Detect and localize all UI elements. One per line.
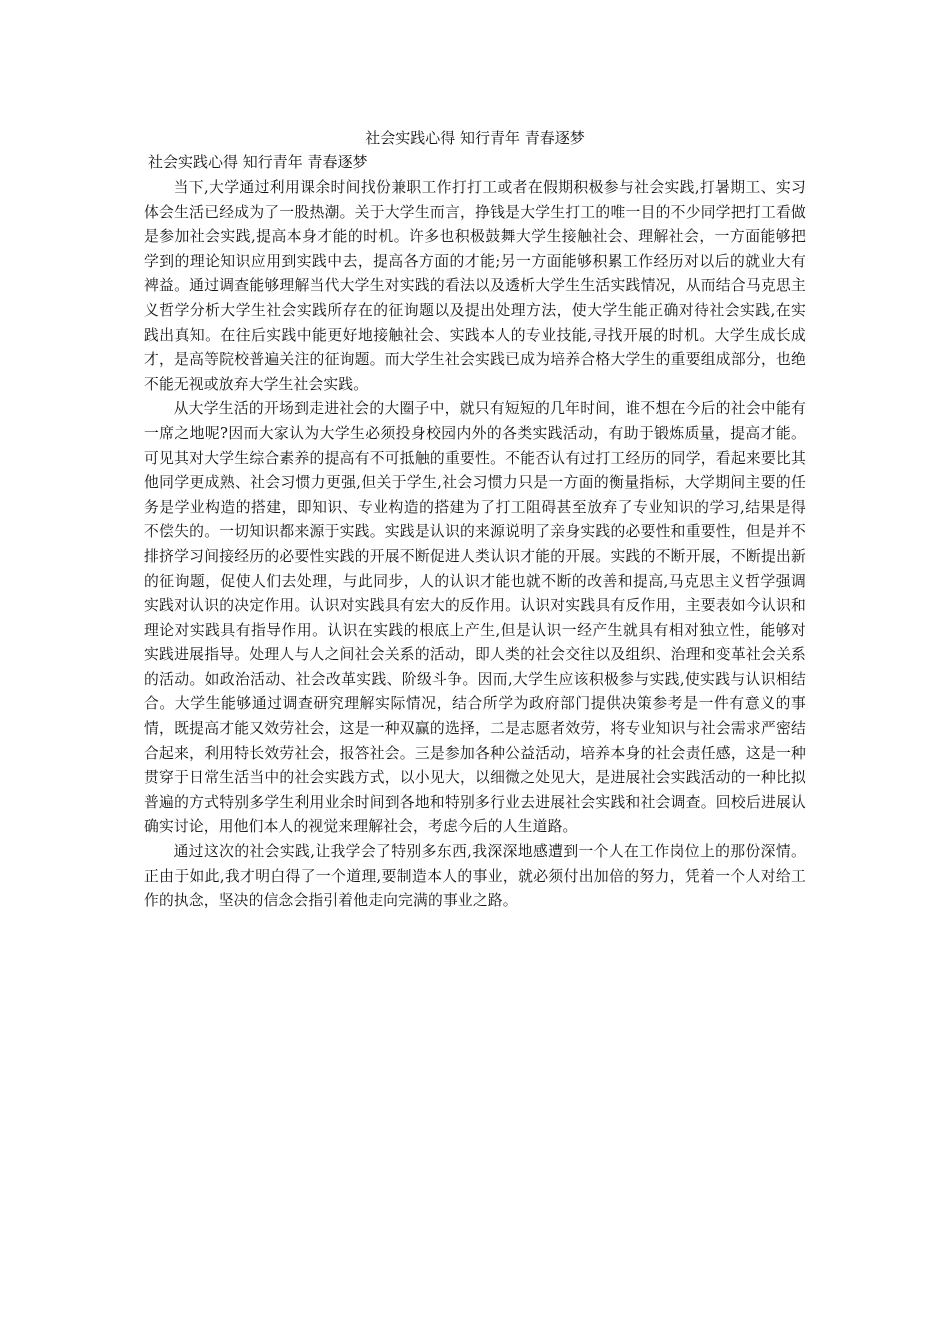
document-subtitle: 社会实践心得 知行青年 青春逐梦 <box>148 153 368 171</box>
paragraph-1: 当下,大学通过利用课余时间找份兼职工作打打工或者在假期积极参与社会实践,打暑期工、实习体会生活已经成为了一股热潮。关于大学生而言，挣钱是大学生打工的唯一目的不少同学把打工看做是参加社会实践,提高本身才能的时机。许多也积极鼓舞大学生接触社会、理解社会，一方面能够把学到的理论知识应用到实践中去，提高各方面的才能;另一方面能够积累工作经历对以后的就业大有裨益。通过调查能够理解当代大学生对实践的看法以及透析大学生生活实践情况，从而结合马克思主义哲学分析大学生社会实践所存在的征询题以及提出处理方法，使大学生能正确对待社会实践,在实践出真知。在往后实践中能更好地接触社会、实践本人的专业技能,寻找开展的时机。大学生成长成才，是高等院校普遍关注的征询题。而大学生社会实践已成为培养合格大学生的重要组成部分，也绝不能无视或放弃大学生社会实践。 <box>144 179 806 393</box>
document-title: 社会实践心得 知行青年 青春逐梦 <box>365 129 585 147</box>
paragraph-2: 从大学生活的开场到走进社会的大圈子中，就只有短短的几年时间，谁不想在今后的社会中能有一席之地呢?因而大家认为大学生必须投身校园内外的各类实践活动，有助于锻炼质量，提高才能。可见其对大学生综合素养的提高有不可抵触的重要性。不能否认有过打工经历的同学，看起来要比其他同学更成熟、社会习惯力更强,但关于学生,社会习惯力只是一方面的衡量指标，大学期间主要的任务是学业构造的搭建，即知识、专业构造的搭建为了打工阻碍甚至放弃了专业知识的学习,结果是得不偿失的。一切知识都来源于实践。实践是认识的来源说明了亲身实践的必要性和重要性，但是并不排挤学习间接经历的必要性实践的开展不断促进人类认识才能的开展。实践的不断开展，不断提出新的征询题，促使人们去处理，与此同步，人的认识才能也就不断的改善和提高,马克思主义哲学强调实践对认识的决定作用。认识对实践具有宏大的反作用。认识对实践具有反作用，主要表如今认识和理论对实践具有指导作用。认识在实践的根底上产生,但是认识一经产生就具有相对独立性，能够对实践进展指导。处理人与人之间社会关系的活动，即人类的社会交往以及组织、治理和变革社会关系的活动。如政治活动、社会改革实践、阶级斗争。因而,大学生应该积极参与实践,使实践与认识相结合。大学生能够通过调查研究理解实际情况，结合所学为政府部门提供决策参考是一件有意义的事情，既提高才能又效劳社会，这是一种双赢的选择，二是志愿者效劳，将专业知识与社会需求严密结合起来，利用特长效劳社会，报答社会。三是参加各种公益活动，培养本身的社会责任感，这是一种贯穿于日常生活当中的社会实践方式，以小见大，以细微之处见大，是进展社会实践活动的一种比拟普遍的方式特别多学生利用业余时间到各地和特别多行业去进展社会实践和社会调查。回校后进展认确实讨论，用他们本人的视觉来理解社会，考虑今后的人生道路。 <box>144 400 806 836</box>
document-body <box>144 176 806 914</box>
paragraph-3: 通过这次的社会实践,让我学会了特别多东西,我深深地感遭到一个人在工作岗位上的那份深情。正由于如此,我才明白得了一个道理,要制造本人的事业，就必须付出加倍的努力，凭着一个人对给工作的执念，坚决的信念会指引着他走向完满的事业之路。 <box>144 843 806 910</box>
